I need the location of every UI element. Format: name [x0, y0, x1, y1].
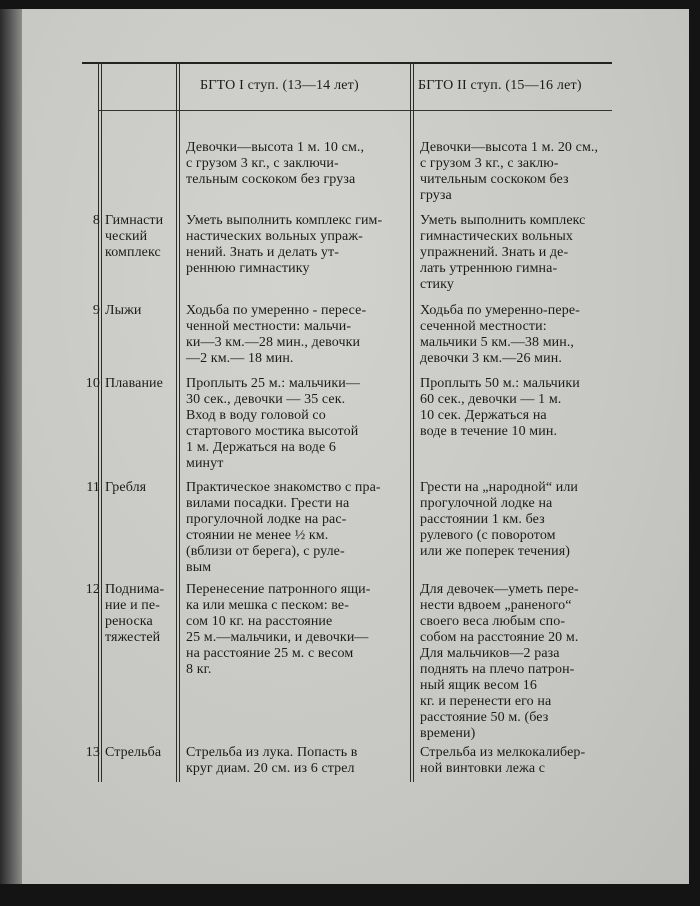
- row-number: 9: [92, 303, 100, 318]
- table-cell-bgto2: Девочки—высота 1 м. 20 см., с грузом 3 кг., с заклю- чительным соскоком без груза: [420, 140, 599, 203]
- table-cell-bgto2: Ходьба по умеренно-пере- сеченной местности: мальчики 5 км.—38 мин., девочки 3 км.—26 мин.: [420, 303, 580, 366]
- column-divider: [176, 62, 177, 782]
- table-cell-bgto2: Уметь выполнить комплекс гимнастических вольных упражнений. Знать и де- лать утреннюю гимна- стику: [420, 213, 586, 292]
- table-cell-bgto2: Грести на „народной“ или прогулочной лодке на расстоянии 1 км. без рулевого (с поворотом или же поперек течения): [420, 480, 579, 559]
- table-cell-bgto2: Стрельба из мелкокалибер- ной винтовки лежа с: [420, 745, 586, 776]
- row-number: 12: [85, 582, 100, 597]
- table-top-rule: [82, 62, 612, 64]
- table-cell-bgto1: Перенесение патронного ящи- ка или мешка с песком: ве- сом 10 кг. на расстояние 25 м.—мальчики, и девочки— на расстояние 25 м. с весом 8 кг.: [186, 582, 371, 677]
- table-cell-bgto1: Практическое знакомство с пра- вилами посадки. Грести на прогулочной лодке на рас- стоянии не менее ½ км. (вблизи от берега), с руле- вым: [186, 480, 381, 575]
- sport-name: Гребля: [105, 480, 147, 495]
- column-divider: [101, 62, 102, 782]
- table-cell-bgto1: Стрельба из лука. Попасть в круг диам. 20 см. из 6 стрел: [186, 745, 358, 776]
- column-divider: [413, 62, 414, 782]
- row-number: 10: [85, 376, 100, 391]
- table-cell-bgto2: Для девочек—уметь пере- нести вдвоем „раненого“ своего веса любым спо- собом на расстояние 20 м. Для мальчиков—2 раза поднять на плечо патрон- ный ящик весом 16 кг. и перенести его на расстояние 50 м. (без времени): [420, 582, 579, 741]
- table-cell-bgto1: Девочки—высота 1 м. 10 см., с грузом 3 кг., с заключи- тельным соскоком без груза: [186, 140, 365, 187]
- row-number: 11: [86, 480, 100, 495]
- table-cell-bgto1: Проплыть 25 м.: мальчики— 30 сек., девочки — 35 сек. Вход в воду головой со стартового мостика высотой 1 м. Держаться на воде 6 минут: [186, 376, 360, 471]
- book-gutter: [0, 9, 22, 884]
- sport-name: Стрельба: [105, 745, 162, 760]
- table-cell-bgto2: Проплыть 50 м.: мальчики 60 сек., девочки — 1 м. 10 сек. Держаться на воде в течение 10 мин.: [420, 376, 580, 439]
- column-divider: [410, 62, 411, 782]
- sport-name: Лыжи: [105, 303, 142, 318]
- sport-name: Поднима- ние и пе- реноска тяжестей: [105, 582, 165, 645]
- column-header-bgto-2: БГТО II ступ. (15—16 лет): [418, 78, 582, 93]
- row-number: 13: [85, 745, 100, 760]
- column-divider: [98, 62, 99, 782]
- column-header-bgto-1: БГТО I ступ. (13—14 лет): [200, 78, 359, 93]
- table-cell-bgto1: Уметь выполнить комплекс гим- настических вольных упраж- нений. Знать и делать ут- реннюю гимнастику: [186, 213, 383, 276]
- sport-name: Гимнасти ческий комплекс: [105, 213, 164, 260]
- table-cell-bgto1: Ходьба по умеренно - пересе- ченной местности: мальчи- ки—3 км.—28 мин., девочки —2 км.— 18 мин.: [186, 303, 367, 366]
- column-divider: [179, 62, 180, 782]
- sport-name: Плавание: [105, 376, 163, 391]
- row-number: 8: [92, 213, 100, 228]
